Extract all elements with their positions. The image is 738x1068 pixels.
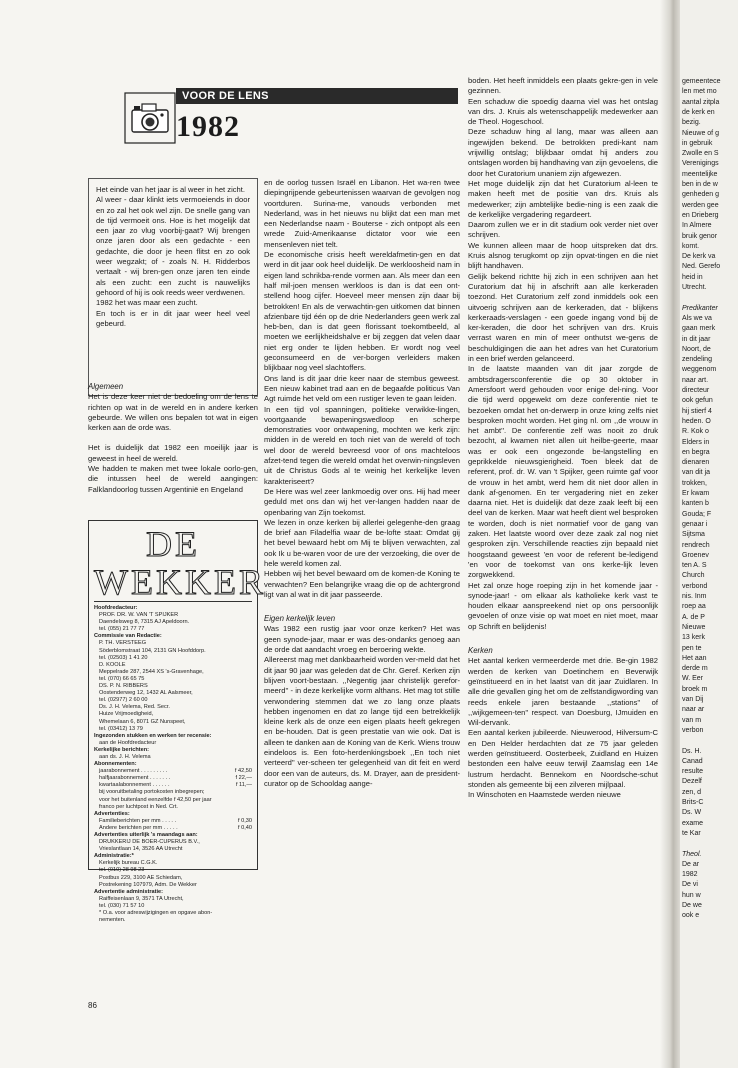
intro-paragraph: 1982 het was maar een zucht.: [96, 298, 198, 308]
column-b: [264, 178, 460, 789]
facing-page-line: Groenev: [682, 551, 709, 559]
facing-page-line: hij stierf 4: [682, 407, 712, 415]
facing-page-line: genheden g: [682, 191, 719, 199]
page-number: 86: [88, 1001, 97, 1010]
facing-page-line: trokken,: [682, 479, 707, 487]
paragraph: We hadden te maken met twee lokale oorlo-gen, die intussen heel de wereld aangingen: Falklandoorlog tussen Argentinië en Engeland: [88, 464, 258, 494]
heading-algemeen: Algemeen: [88, 382, 124, 391]
masthead-box: [88, 520, 266, 924]
facing-page-line: Er kwam: [682, 490, 710, 497]
heading-kerken: Kerken: [468, 646, 493, 656]
masthead-line: Postbus 229, 3100 AE Schiedam,: [99, 874, 183, 881]
facing-page-line: werden gee: [682, 201, 719, 209]
masthead-line: Kerkelijk bureau C.G.K.: [99, 860, 158, 867]
facing-page-line: Sijtsma: [682, 531, 705, 539]
facing-page-line: van m: [682, 716, 702, 724]
paragraph: De Here was wel zeer lankmoedig over ons. Hij had meer geduld met ons dan wij het ver-langen hadden naar de openbaring van Zijn toekomst.: [264, 486, 460, 517]
facing-page-line: Ds. W: [682, 809, 702, 817]
facing-page-line: De we: [682, 902, 702, 909]
masthead-line: Kerkelijke berichten:: [94, 746, 150, 753]
paragraph: Het aantal kerken vermeerderde met drie. Be-gin 1982 werden de kerken van Doetinchem en Beverwijk geïnstitueerd en in het laatst van dit jaar Zuidlaren. In alle drie gevallen ging het om de zelfstandigwording van reeds enkele jaren bestaande ,,stations'' of ,,wijkgemeen-ten'' respect. van Doesburg, IJmuiden en Wil-dervank.: [468, 656, 658, 728]
page-gutter: [660, 0, 682, 1068]
facing-page-line: meentelijke: [682, 170, 718, 178]
masthead-line-label: kwartaalabonnement . . . . . .: [99, 782, 170, 789]
masthead-line: Daendelsweg 8, 7315 AJ Apeldoorn.: [99, 619, 190, 626]
facing-page-line: A. de P: [682, 613, 705, 621]
masthead-line-label: jaarabonnement . . . . . . . . .: [99, 768, 168, 775]
masthead-line: tel. (02503) 1 41 20: [99, 654, 148, 661]
paragraph: We lezen in onze kerken bij allerlei gelegenhe-den graag de brief aan Filadelfia waar de be-lofte staat: Omdat gij het bevel bewaard hebt om Mij te blijven verwachten, zal ook Ik u be-waren voor de ure der verzoeking, die over de hele wereld komen zal.: [264, 517, 460, 568]
facing-page-line: hun w: [682, 891, 701, 899]
facing-page-line: Noort, de: [682, 345, 711, 353]
masthead-line: Advertentie administratie:: [94, 888, 164, 895]
masthead-lines: [94, 605, 252, 924]
facing-page-line: Nieuwe of g: [682, 129, 719, 137]
facing-page-line: en begra: [682, 448, 710, 456]
facing-page-line: Nieuwe: [682, 623, 706, 631]
paragraph: Ons land is dit jaar drie keer naar de stembus geweest. Een nieuw kabinet trad aan en de begaafde politicus Van Agt ruimde het veld om een rustiger leven te gaan leiden.: [264, 373, 460, 404]
intro-paragraph: Het einde van het jaar is al weer in het zicht.: [96, 185, 246, 194]
facing-page-line: derde m: [682, 665, 708, 673]
paragraph: Een schaduw die spoedig daarna viel was het ontslag van drs. J. Kruis als wetenschappelijk medewerker aan de Theol. Hogeschool.: [468, 96, 658, 127]
paragraph: Het zal onze hoge roeping zijn in het komende jaar - synode-jaar! - om elkaar als katholieke kerk vast te houden elkaar aanspreekend niet op ons persoonlijk gevoelen of onze visie op wat moet en niet moet, maar op Schrift en belijdenis!: [468, 580, 658, 631]
masthead-line: Commissie van Redactie:: [94, 633, 162, 640]
facing-page-line: Predikanter: [682, 304, 718, 312]
paragraph: In de laatste maanden van dit jaar zorgde de ambtsdragersconferentie die op 30 oktober in Amersfoort werd gehouden voor enige del-ning. Voor die tijd werd opgewekt om deze conferentie niet te bezoeken omdat het on-derwerp in onze kring zelfs niet besproken mocht worden. Het ging nl. om ,,de vrouw in het ambt''. De conferentie zelf was nooit zo druk bezocht, al kwamen niet allen uit heilbe-geerte, maar was er ook een ongezonde be-langstelling en geprikkelde nieuwsgierigheid. Toen bleek dat de referent, prof. dr. W. van 't Spijker, geen ruimte gaf voor de vrouw in het ambt, werd hem dit niet door allen in dank af-genomen. En ter vergadering niet en zeker daarna niet. Het is duidelijk dat deze zaak leeft bij een deel van de kerken. Maar wat heeft dient wel besproken te worden, doch is niet normatief voor de gang van zaken. Het laatste woord over deze zaak zal nog niet gesproken zijn. Verschillende reacties zijn bepaald niet hoogstaand geweest 'en voor de referent be-ledigend 'en voor de toekomst van ons kerke-lijk leven zorgwekkend.: [468, 364, 658, 580]
facing-page-line: ten A. S: [682, 562, 707, 570]
facing-page-line: rendrech: [682, 541, 710, 549]
column-a: [88, 378, 258, 495]
facing-page-line: naar art.: [682, 376, 709, 384]
facing-page-line: exame: [682, 819, 704, 827]
paragraph: De economische crisis heeft wereldafmetin-gen en dat werd in dit jaar ook heel duidelijk. De werkloosheid nam in eigen land schrikba-rende vormen aan. Als meer dan een half mil-joen mensen werkloos is dan is dat een ont-stellend hoog cijfer. Hoeveel meer mensen zijn daar bij betrokken! En als de verwachtin-gen uitkomen dat binnen afzienbare tijd één op de drie Nederlanders geen werk zal heb-ben, dan is dat geen florissant toekomtbeeld, al moeten we eerlijkheidshalve er bij zeggen dat velen daar niet erg onder te lijden hebben. Er wordt nog veel geconsumeerd en de ver-borgen verleiders maken blijkbaar nog veel slachtoffers.: [264, 250, 460, 373]
facing-page-line: in gebruik: [682, 139, 713, 147]
masthead-line: Advertenties uiterlijk 's maandags aan:: [94, 832, 198, 838]
masthead-line-price: f 22,—: [235, 775, 252, 782]
facing-page-line: In Almere: [682, 222, 712, 230]
paragraph: Het is duidelijk dat 1982 een moeilijk jaar is geweest in heel de wereld.: [88, 443, 258, 463]
facing-page-line: len met mo: [682, 88, 717, 96]
facing-page-line: Verenigings: [682, 160, 719, 168]
section-header: VOOR DE LENS: [176, 88, 458, 104]
masthead-line: [94, 768, 252, 775]
facing-page-line: komt.: [682, 242, 700, 250]
paragraph: Allereerst mag met dankbaarheid worden ver-meld dat het dit jaar 90 jaar was geleden dat de Chr. Geref. Kerken zijn blijven voort-bestaan. ,,Negentig jaar christelijk gerefor-meerd'' - in deze kerkelijke vorm althans. Het mag tot stille verwondering stemmen dat we zo lang onze plaats hebben ingenomen en dat zo lange tijd een betrekkelijk kleine kerk als de onze een eigen plaats heeft gekregen en be-houden. Dat is geen prestatie van wie ook. Dat is alleen te danken aan de Koning van de Kerk. Wiens trouw eindeloos is. Een foto-herdenkingsboek ,,En toch niet verteerd'' ver-scheen ter gelegenheid van dit feit en werd door een van de auteurs, ds. M. Drayer, aan de president-curator op de Schooldag aange-: [264, 655, 460, 788]
paragraph: Gelijk bekend richtte hij zich in een schrijven aan het Curatorium dat hij in afschrift aan alle kerkeraden toezond. Het Curatorium zelf zond inmiddels ook een uitvoerig schrijven aan de kerkeraden, dat - blijkens kerkeraads-verslagen - een goede ingang vond bij de ker-keraden, die door het schrijven van drs. Kruis verrast waren en min of meer onthutst we-gens de beschuldigingen die aan het adres van het Curatorium in een brief werden gelanceerd.: [468, 271, 658, 364]
masthead-line: DS. P. N. RIBBERS: [99, 683, 148, 690]
masthead-line: * O.a. voor adreswijzigingen en opgave abon-: [99, 910, 213, 917]
masthead-line: tel. (03412) 13 79: [99, 725, 143, 732]
masthead-line-price: f 11,—: [235, 782, 252, 789]
facing-page-line: Elders in: [682, 438, 710, 446]
masthead-line: Huize Vrijmoedigheid,: [99, 711, 154, 718]
facing-page-line: broek m: [682, 685, 708, 693]
facing-page-line: directeur: [682, 387, 710, 394]
facing-page-line: verbon: [682, 726, 704, 734]
masthead-line: aan de Hoofdredacteur: [99, 739, 157, 746]
facing-page-line: Gouda; F: [682, 510, 712, 518]
masthead-line: bij vooruitbetaling portokosten inbegrepen;: [99, 789, 205, 796]
facing-page-line: Brits-C: [682, 799, 704, 806]
paragraph: Daarom zullen we er in dit stadium ook verder niet over schrijven.: [468, 220, 658, 240]
masthead-line: P. TH. VERSTEEG: [99, 640, 147, 647]
masthead-line: Oostenderweg 12, 1432 AL Aalsmeer,: [99, 690, 193, 697]
facing-page-line: zendeling: [682, 356, 712, 364]
masthead-line: Vrieslantlaan 14, 3526 AA Utrecht: [99, 846, 183, 853]
masthead-line: Hoofdredacteur:: [94, 605, 138, 611]
facing-page-line: te Kar: [682, 829, 701, 837]
facing-page-line: ook gefun: [682, 397, 713, 405]
facing-page-line: van dit ja: [682, 469, 711, 477]
facing-page-line: aantal zitpla: [682, 98, 720, 106]
facing-page-line: De ar: [682, 860, 700, 868]
masthead-line-label: Andere berichten per mm . . . . .: [99, 824, 178, 831]
facing-page-line: gaan merk: [682, 325, 716, 333]
facing-page-line: 13 kerk: [682, 634, 705, 642]
paragraph: Het moge duidelijk zijn dat het Curatorium al-leen te maken heeft met de positie van drs. Kruis als medewerker; zijn ambtelijke bedie-ning is een zaak die de kerkelijke vergadering regardeert.: [468, 178, 658, 219]
facing-page-line: Ds. H.: [682, 747, 702, 755]
facing-page-line: ook e: [682, 912, 700, 920]
masthead-line: [94, 825, 252, 832]
masthead-line-label: Familieberichten per mm . . . . .: [99, 817, 177, 824]
masthead-line: tel. (010) 28 98 23: [99, 867, 145, 874]
facing-page-line: Het aan: [682, 654, 707, 662]
paragraph: Een aantal kerken jubileerde. Nieuwerood, Hilversum-C en Den Helder herdachten dat ze 75 jaar geleden werden geïnstitueerd. Oosterbeek, Zuidland en Huizen bestonden een halve eeuw terwijl Zaamslag een 14e lustrum herdacht. Bennekom en Noordsche-schut stonden als gemeente bij een zilveren mijlpaal.: [468, 728, 658, 789]
paragraph: boden. Het heeft inmiddels een plaats gekre-gen in vele gezinnen.: [468, 76, 658, 96]
masthead-line: tel. (055) 21 77 77: [99, 626, 145, 633]
paragraph: In een tijd vol spanningen, politieke verwikke-lingen, voortgaande bewapeningswedloop en scherpe demonstraties voor ontwapening, mochten we kerk zijn: midden in de wereld en toch niet van de wereld of toch wel door de wereld bevreesd voor of ons machteloos afzet-tend tegen die wereld omdat het overwin-ningsleven uit de Christus Gods al te weinig het kerkelijke leven karakteriseert?: [264, 404, 460, 486]
facing-page-line: bezig.: [682, 119, 701, 127]
facing-page-line: pen te: [682, 644, 702, 652]
masthead-line: tel. (030) 71 57 10: [99, 902, 145, 909]
paragraph: Het is deze keer niet de bedoeling om de lens te richten op wat in de wereld en in andere kerken gebeurde. We willen ons bepalen tot wat in eigen kerken aan de orde was.: [88, 392, 258, 433]
facing-page-line: Theol.: [682, 850, 702, 858]
facing-page-line: in dit jaar: [682, 335, 711, 343]
masthead-line: Advertenties:: [94, 810, 130, 817]
facing-page-line: nis. Inm: [682, 593, 707, 600]
heading-eigen-kerkelijk-leven: Eigen kerkelijk leven: [264, 614, 336, 624]
facing-page-line: Ned. Gerefo: [682, 263, 721, 271]
facing-page-line: Utrecht.: [682, 284, 707, 291]
masthead-line: Postrekening 107979, Adm. De Wekker: [99, 881, 197, 888]
masthead-title: DE WEKKER: [94, 524, 266, 602]
facing-page-line: Zwolle en S: [682, 150, 719, 158]
facing-page-line: gemeentece: [682, 78, 721, 85]
facing-page-line: weggenom: [682, 366, 717, 374]
paragraph: In Winschoten en Haamstede werden nieuwe: [468, 790, 621, 800]
masthead-line: Administratie:*: [94, 853, 134, 860]
facing-page-line: naar ar: [682, 706, 705, 714]
facing-page-line: verbond: [682, 582, 708, 590]
masthead-line-price: f 42,50: [234, 768, 252, 775]
facing-page-line: Church: [682, 572, 705, 580]
masthead-line: Söderblomstraat 104, 2131 GN Hoofddorp.: [99, 647, 206, 654]
facing-page-line: ben in de w: [682, 181, 718, 188]
facing-page-line: De vi: [682, 881, 698, 889]
paragraph: Deze schaduw hing al lang, maar was alleen aan ingewijden bekend. De betrokken predi-kant nam vrijwillig ontslag; blijkbaar omdat hij anders zou ontslagen worden bij handhaving van zijn gevoelens, die door het Curatorium unaniem zijn afgewezen.: [468, 127, 658, 178]
intro-paragraph: Al weer - daar klinkt iets vermoeiends in door en zo zal het ook wel zijn. De snelle gang van de tijd vermoeit ons. Hoe is het mogelijk dat een jaar zo vlug voorbij-gaat? Wij brengen onze jaren door als een gedachte - een gedachte, die door je heen flitst en zo ook weer wegzakt; of - zoals N. H. Ridderbos vertaalt - wij bren-gen onze jaren ten einde als een zucht: een zucht is nauwelijks gehoord of hij is ook reeds weer verdwenen.: [96, 195, 250, 297]
masthead-line: Meppelrade 287, 2544 XS 's-Gravenhage,: [99, 668, 204, 675]
masthead-line-price: f 0,30: [238, 817, 252, 824]
facing-page-line: heden. O: [682, 417, 711, 425]
paragraph: en de oorlog tussen Israël en Libanon. Het wa-ren twee diepingrijpende gebeurtenissen waarvan de gevolgen nog voortduren. Surina-me, vanouds verbonden met Nederland, was in het nieuws nu blijkt dat een man met een Nederlandse naam - Bouterse - zich ontpopt als een wrede Zuid-Amerikaanse dictator voor wie een mensenleven niet telt.: [264, 178, 460, 249]
masthead-line: D. KOOLE: [99, 661, 126, 668]
masthead-line: Abonnementen:: [94, 761, 137, 768]
facing-page-line: Canad: [682, 757, 703, 765]
masthead-line: Whemelaan 6, 8071 GZ Nunspeet,: [99, 718, 186, 725]
masthead-line: PROF. DR. W. VAN 'T SPIJKER: [99, 612, 179, 619]
facing-page-line: R. Kok o: [682, 428, 709, 436]
facing-page-line: resulte: [682, 768, 704, 776]
facing-page-line: Dezelf: [682, 778, 702, 786]
masthead-line: aan ds. J. H. Velema: [99, 753, 151, 760]
masthead-line: DRUKKERIJ DE BOER-CUPERUS B.V.,: [99, 839, 200, 846]
masthead-line: [94, 818, 252, 825]
masthead-line: Ds. J. H. Velema, Red. Secr.: [99, 704, 170, 711]
facing-page-line: roep aa: [682, 603, 706, 611]
intro-box: [88, 178, 258, 396]
masthead-line-label: halfjaarabonnement . . . . . . .: [99, 775, 171, 782]
facing-page-line: De kerk va: [682, 253, 716, 261]
facing-page-line: heid in: [682, 273, 703, 281]
masthead-line-price: f 0,40: [238, 824, 252, 831]
masthead-line: Ingezonden stukken en werken ter recensie:: [94, 732, 212, 739]
paragraph: Was 1982 een rustig jaar voor onze kerken? Het was geen synode-jaar, maar er was des-ondanks genoeg aan de orde dat aandacht vroeg en beroering wekte.: [264, 624, 460, 655]
masthead-line: [94, 775, 252, 782]
masthead-line: franco per luchtpost in Ned. Crt.: [99, 803, 178, 810]
facing-page-line: zen, d: [682, 788, 702, 796]
paragraph: Hebben wij het bevel bewaard om de komen-de Koning te verwachten? Een belangrijke vraag die op de achtergrond ligt van al wat in dit jaar passeerde.: [264, 569, 460, 599]
masthead-line: tel. (02977) 2 60 00: [99, 697, 148, 704]
masthead-line: Raiffeisenlaan 9, 3571 TA Utrecht,: [99, 895, 184, 902]
year-title: 1982: [176, 110, 240, 143]
camera-icon: [124, 92, 176, 144]
facing-page-line: bruik genor: [682, 232, 718, 240]
facing-page-line: 1982: [682, 871, 698, 879]
facing-page-line: dienaren: [682, 459, 710, 467]
masthead-line: voor het buitenland eenzelfde f 42,50 per jaar: [99, 796, 212, 803]
facing-page-line: Als we va: [682, 314, 712, 322]
facing-page-line: kanten b: [682, 500, 709, 508]
column-c: [468, 76, 658, 800]
masthead-line: nementen.: [99, 917, 126, 924]
masthead-line: [94, 782, 252, 789]
facing-page-line: W. Eer: [682, 675, 704, 683]
paragraph: We kunnen alleen maar de hoop uitspreken dat drs. Kruis alsnog terugkomt op zijn opvat-tingen en die niet blijft handhaven.: [468, 240, 658, 271]
facing-page-line: de kerk en: [682, 108, 715, 116]
facing-page-line: van Dij: [682, 696, 704, 703]
facing-page-line: genaar i: [682, 520, 708, 528]
intro-paragraph: En toch is er in dit jaar weer heel veel gebeurd.: [96, 308, 250, 328]
facing-page-line: en Drieberg: [682, 211, 719, 219]
masthead-line: tel. (070) 66 65 75: [99, 675, 145, 682]
